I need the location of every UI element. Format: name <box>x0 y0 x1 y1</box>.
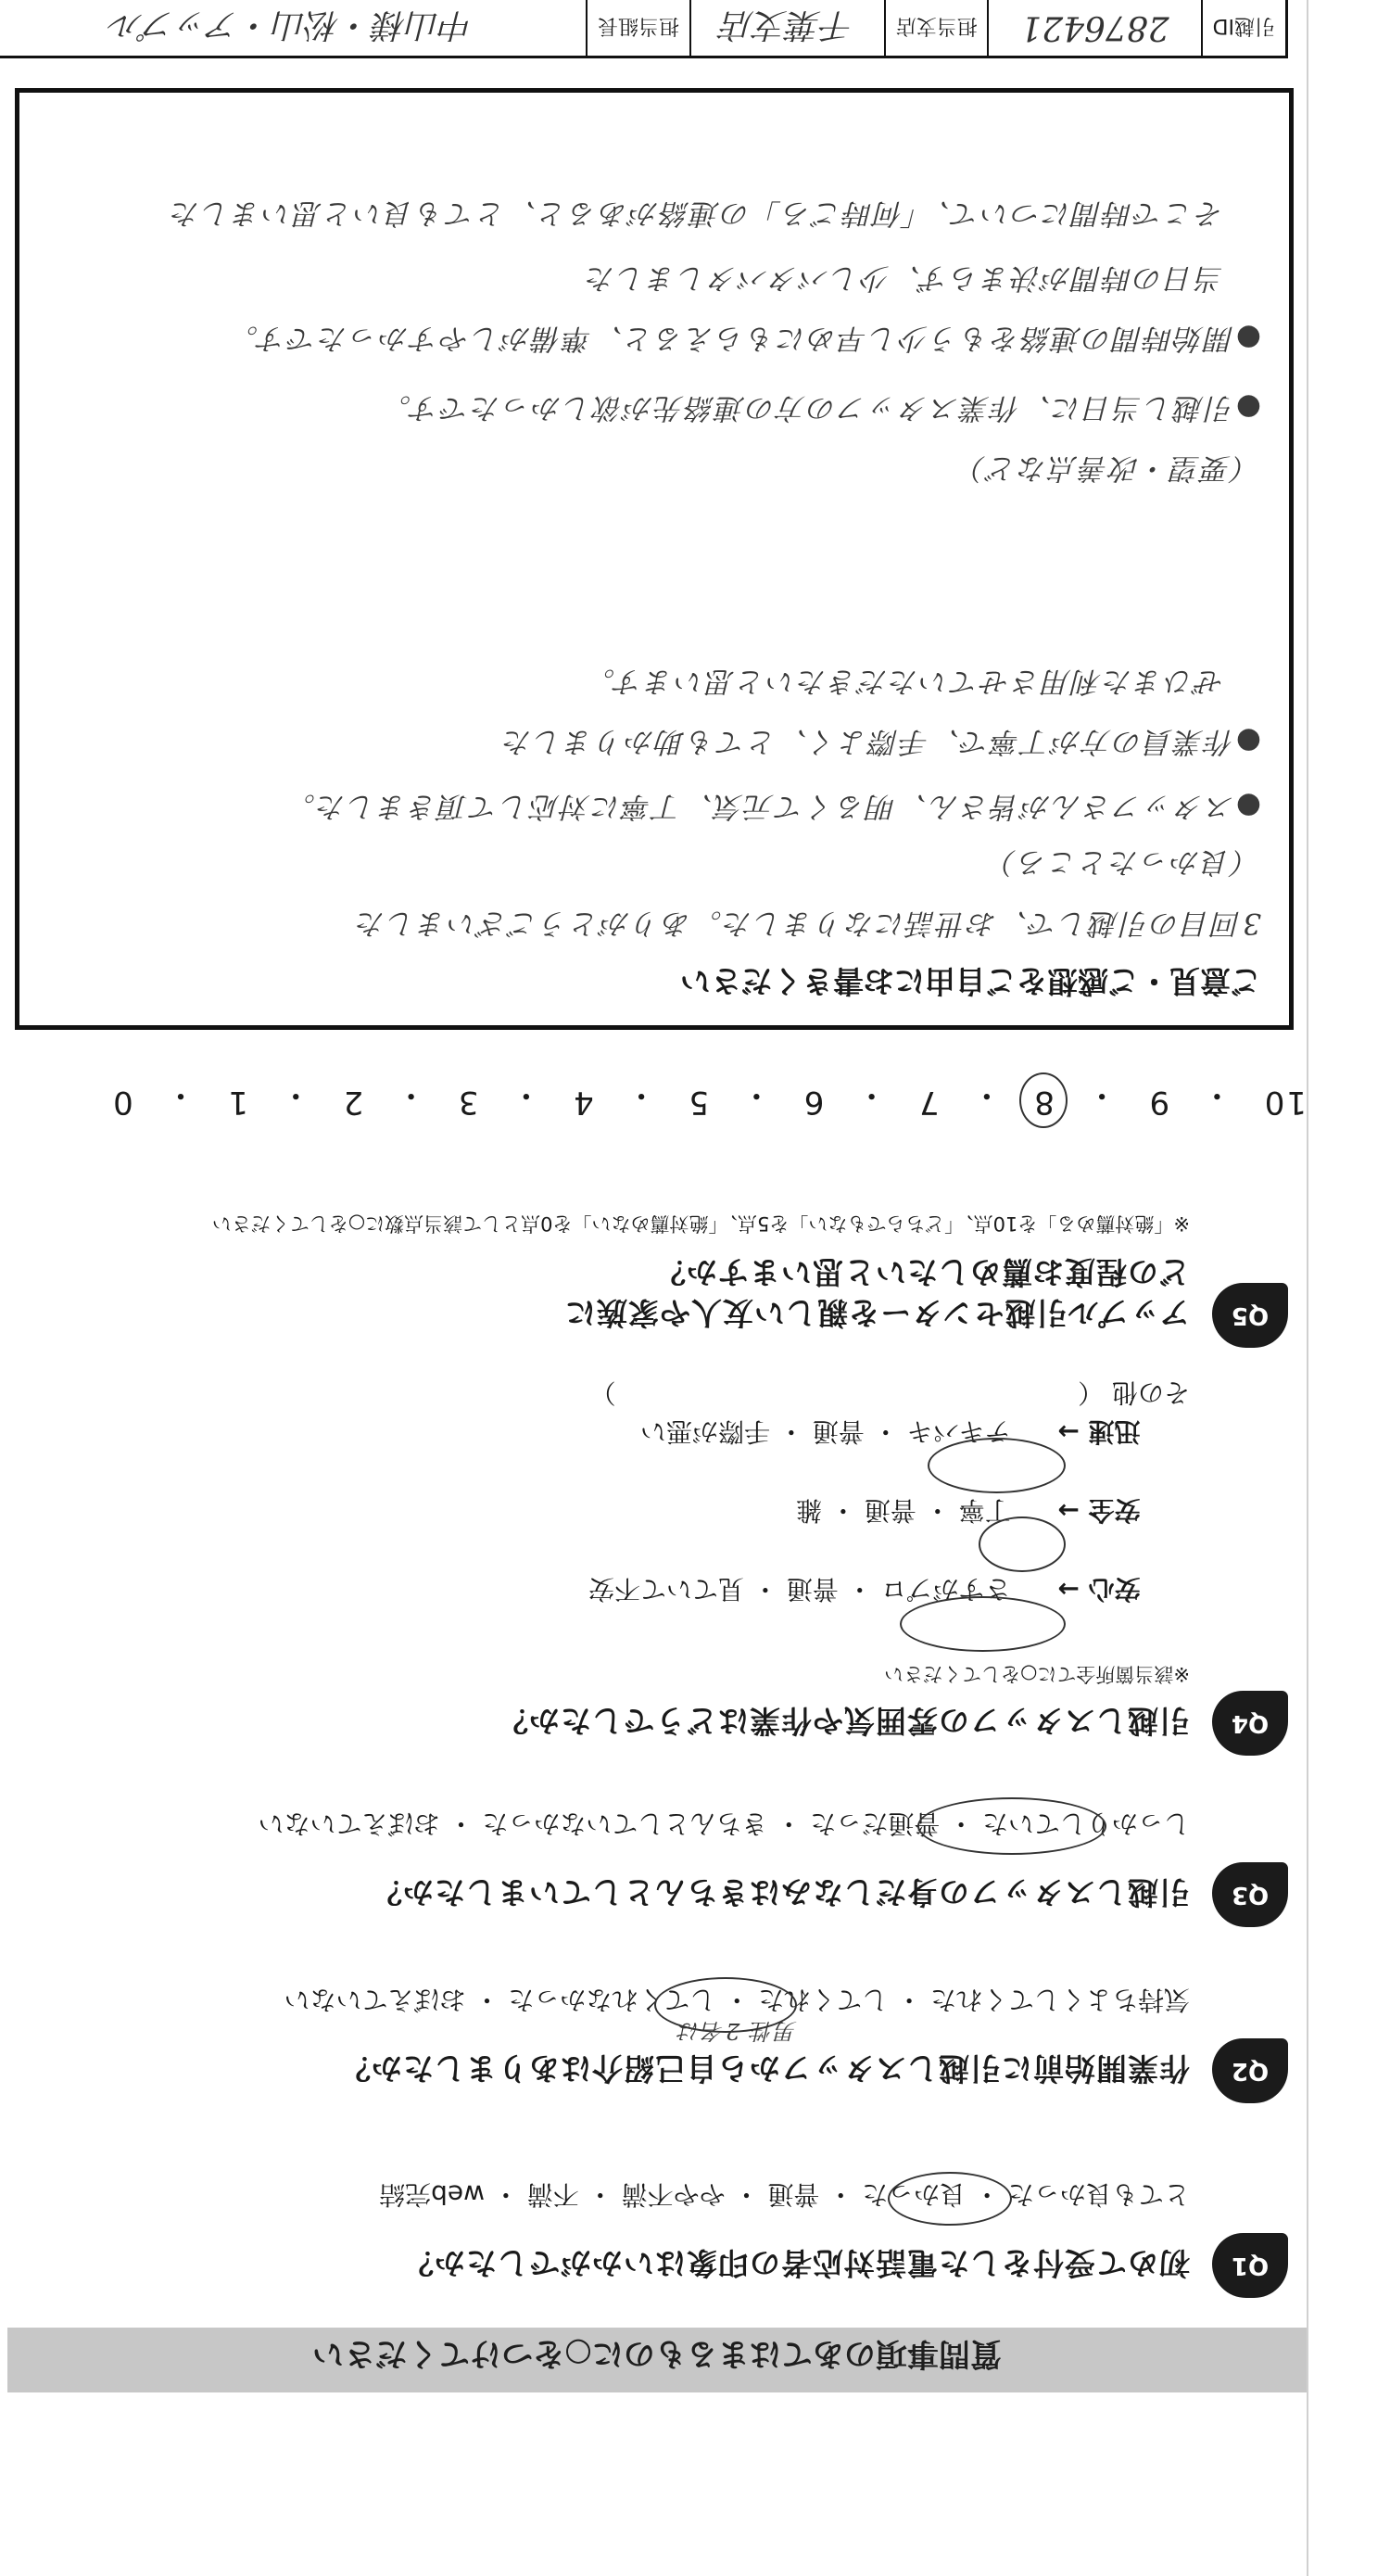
q2-badge: Q2 <box>1212 2038 1288 2103</box>
q5-text-line2: どの程度お薦めしたいと思いますか？ <box>654 1254 1190 1290</box>
scale-mark: ・ <box>163 1076 197 1113</box>
header-text: 質問事項のあてはまるものに○をつけてください <box>312 2335 1002 2372</box>
q4-row-label: 迅速 → <box>1057 1416 1141 1447</box>
q1-options: とても良かった ・ 良かった ・ 普通 ・ やや不満 ・ 不満 ・ web完結 <box>379 2179 1190 2210</box>
q4-row-label: 安心 → <box>1057 1574 1141 1605</box>
comment-title: ご意見・ご感想をご自由にお書きください <box>680 963 1261 999</box>
question-1 <box>28 2150 1288 2298</box>
person-label: 担当組長 <box>586 0 689 56</box>
question-3 <box>28 1779 1288 1927</box>
id-value: 2876421 <box>987 0 1200 56</box>
branch-label: 担当支店 <box>884 0 987 56</box>
scale-mark: ・ <box>624 1076 658 1113</box>
comment-line: そこで時間について、「何時ごろ」の連絡があると、とても良いと思いました <box>169 197 1224 230</box>
scale-mark: ・ <box>278 1076 312 1113</box>
scale-mark: 0 <box>111 1084 133 1121</box>
q4-note: ※該当箇所全てに○をしてください <box>884 1663 1190 1685</box>
q1-text: 初めて受付をした電話対応者の印象はいかがでしたか？ <box>402 2245 1190 2281</box>
q3-answer-circle <box>917 1797 1106 1855</box>
q4-text: 引越しスタッフの雰囲気や作業はどうでしたか？ <box>497 1703 1190 1739</box>
scale-mark: 7 <box>916 1084 940 1121</box>
header-banner <box>7 2328 1307 2392</box>
scale-mark: ・ <box>853 1076 888 1113</box>
q5-badge: Q5 <box>1212 1283 1288 1348</box>
scale-mark-selected <box>1032 1075 1055 1121</box>
q4-anzen-circle <box>979 1516 1066 1572</box>
comment-line: 当日の時間が決まらず、少しバタバタしました <box>584 261 1224 295</box>
q3-badge: Q3 <box>1212 1862 1288 1927</box>
q4-badge: Q4 <box>1212 1691 1288 1756</box>
q4-row-label: 安全 → <box>1057 1495 1141 1526</box>
q4-jinsoku-circle <box>928 1438 1066 1493</box>
q5-answer-circle <box>1019 1072 1068 1128</box>
comment-line: 3回目の引越しで、お世話になりました。ありがとうございました <box>354 907 1261 940</box>
branch-value: 千葉支店 <box>689 0 884 56</box>
id-label: 引越ID <box>1201 0 1285 56</box>
paper-edge <box>1307 0 1308 2576</box>
comment-line: ●開始時間の連絡をもう少し早めにもらえると、準備がしやすかったです。 <box>227 322 1261 355</box>
q2-annotation: 男性 2名は <box>676 2018 797 2044</box>
person-value: 中山様・松山・アップル <box>109 6 474 44</box>
scale-mark: 5 <box>687 1084 710 1121</box>
q4-row-options: テキパキ ・ 普通 ・ 手際が悪い <box>639 1416 1011 1447</box>
q4-anshin-circle <box>900 1596 1066 1652</box>
q1-answer-circle <box>888 2172 1012 2226</box>
q5-text-line1: アップル引越センターを親しい友人や家族に <box>563 1295 1190 1331</box>
comment-line: ●引越し当日に、作業スタッフの方の連絡先が欲しかったです。 <box>380 391 1261 425</box>
scale-mark: 9 <box>1147 1084 1170 1121</box>
scale-mark: 6 <box>802 1084 825 1121</box>
scale-mark: ・ <box>968 1076 1003 1113</box>
q4-row-options: さすがプロ ・ 普通 ・ 見ていて不安 <box>588 1574 1011 1605</box>
q1-badge: Q1 <box>1212 2233 1288 2298</box>
comment-line: （要望・改善点など） <box>955 451 1261 485</box>
comment-line: （良かったところ） <box>986 845 1261 879</box>
scale-mark: 4 <box>572 1084 594 1121</box>
question-2 <box>28 1946 1288 2103</box>
q4-other: その他 （ ） <box>589 1377 1190 1408</box>
q3-options: しっかりしていた ・ 普通だった ・ きちんとしていなかった ・ おぼえていない <box>258 1808 1190 1839</box>
comment-line: ●スタッフさんが皆さん、明るくて元気、丁寧に対応して頂きました。 <box>284 790 1261 823</box>
question-5 <box>28 1135 1288 1348</box>
scale-mark: 1 <box>226 1084 248 1121</box>
comment-line: ぜひまた利用させていただきたいと思います。 <box>584 665 1224 698</box>
q2-text: 作業開始前に引越しスタッフから自己紹介はありましたか？ <box>339 2050 1190 2087</box>
scale-mark: 3 <box>456 1084 479 1121</box>
q4-row-options: 丁寧 ・ 普通 ・ 雑 <box>795 1495 1011 1526</box>
q2-options: 気持ちよくしてくれた ・ してくれた ・ してくれなかった ・ おぼえていない <box>284 1985 1190 2015</box>
q3-text: 引越しスタッフの身だしなみはきちんとしていましたか？ <box>371 1874 1190 1910</box>
scale-mark: ・ <box>508 1076 542 1113</box>
q5-scale <box>111 1075 1307 1121</box>
scale-mark: ・ <box>739 1076 773 1113</box>
comment-box <box>15 88 1294 1030</box>
scale-mark: ・ <box>393 1076 427 1113</box>
scale-mark: ・ <box>1084 1076 1118 1113</box>
comment-line: ●作業員の方が丁寧で、手際よく、とても助かりました <box>501 725 1261 758</box>
q5-note: ※「絶対薦める」を10点、「どちらでもない」を5点、「絶対薦めない」を0点として該当点数に○をしてください <box>211 1212 1190 1235</box>
q2-answer-circle <box>654 1977 797 2033</box>
scale-mark: 10 <box>1262 1084 1307 1121</box>
scale-selected-value: 8 <box>1032 1084 1055 1121</box>
question-4 <box>28 1377 1288 1756</box>
scale-mark: 2 <box>341 1084 364 1121</box>
scale-mark: ・ <box>1199 1076 1233 1113</box>
id-table <box>0 0 1288 58</box>
